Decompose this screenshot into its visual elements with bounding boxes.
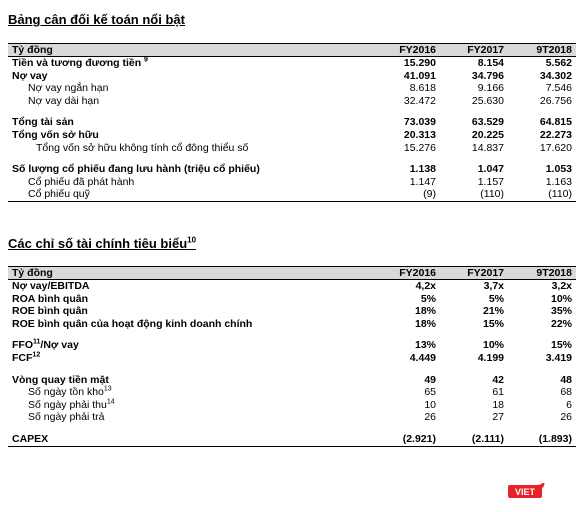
table-row: [8, 116, 576, 129]
row-label: Tổng vốn sở hữu không tính cổ đông thiểu số: [36, 141, 249, 154]
cell-value: 6: [566, 398, 572, 411]
cell-value: 3.419: [545, 351, 572, 364]
cell-value: (110): [440, 188, 508, 201]
cell-value: (2.111): [440, 433, 508, 446]
table-row: [8, 305, 576, 318]
table-row: [8, 82, 576, 95]
footnote-marker: 14: [106, 398, 115, 406]
cell-value: 41.091: [403, 69, 436, 82]
cell-value: (1.893): [508, 433, 576, 446]
cell-value: 8.618: [409, 82, 436, 95]
cell-value: 27: [492, 411, 504, 424]
cell-value: 1.163: [545, 175, 572, 188]
table-header-row: [8, 267, 576, 280]
cell-value: 15.276: [403, 141, 436, 154]
cell-value: 14.837: [471, 141, 504, 154]
row-label: Nợ vay ngắn hạn: [28, 82, 109, 95]
cell-value: 7.546: [545, 82, 572, 95]
cell-value: 32.472: [403, 94, 436, 107]
cell-value: 18: [492, 398, 504, 411]
spacer-row: [8, 107, 576, 116]
row-label: Số ngày phải thu$^{14}$: [28, 398, 115, 411]
cell-value: 1.157: [477, 175, 504, 188]
table-header-row: [8, 44, 576, 57]
cell-value: (2.921): [372, 433, 440, 446]
footnote-marker: 10: [187, 235, 197, 245]
cell-value: 15%: [550, 339, 572, 352]
cell-value: 63.529: [471, 116, 504, 129]
table-row: [8, 411, 576, 424]
row-label: Cổ phiếu quỹ: [8, 188, 372, 201]
row-label: Tiền và tương đương tiền $^9$: [12, 56, 148, 69]
header-unit: Tỷ đồng: [8, 267, 372, 280]
row-label: Nợ vay dài hạn: [28, 94, 100, 107]
cell-value: 34.796: [471, 69, 504, 82]
cell-value: 18%: [414, 317, 436, 330]
cell-value: 10%: [550, 292, 572, 305]
cell-value: 10%: [482, 339, 504, 352]
table-row: [8, 176, 576, 189]
viet-logo: [508, 483, 546, 501]
header-fy2017: FY2017: [440, 44, 508, 57]
cell-value: 22.273: [539, 128, 572, 141]
row-label: CAPEX: [8, 433, 372, 446]
cell-value: 15.290: [403, 57, 436, 69]
cell-value: 1.047: [477, 163, 504, 176]
row-label: Cổ phiếu đã phát hành: [28, 175, 135, 188]
cell-value: 15%: [482, 317, 504, 330]
row-label: FCF$^{12}$: [12, 351, 41, 364]
balance-sheet-title: Bảng cân đối kế toán nổi bật: [8, 12, 185, 27]
cell-value: 8.154: [477, 57, 504, 69]
row-label: Tổng vốn sở hữu: [12, 128, 99, 141]
cell-value: 49: [424, 373, 436, 386]
financial-ratios-title: Các chỉ số tài chính tiêu biểu$^{10}$: [8, 235, 197, 251]
table-row: [8, 374, 576, 387]
row-label: Số lượng cổ phiếu đang lưu hành (triệu cổ phiếu): [12, 163, 260, 176]
row-label: Số ngày tồn kho$^{13}$: [28, 385, 112, 399]
table-row: [8, 188, 576, 201]
cell-value: 4,2x: [415, 280, 436, 292]
table-row: [8, 142, 576, 155]
cell-value: 26.756: [539, 94, 572, 107]
balance-sheet-table: [8, 43, 576, 202]
cell-value: 25.630: [471, 94, 504, 107]
footnote-marker: 11: [33, 338, 41, 346]
row-label: ROE bình quân của hoạt động kinh doanh chính: [12, 317, 253, 330]
table-row: [8, 352, 576, 365]
table-row: [8, 70, 576, 83]
cell-value: 20.225: [471, 128, 504, 141]
cell-value: 21%: [482, 305, 504, 318]
header-9t2018: 9T2018: [508, 267, 576, 280]
spacer-row: [8, 424, 576, 433]
table-row: [8, 318, 576, 331]
row-label: Vòng quay tiền mặt: [12, 373, 109, 386]
row-label: Nợ vay/EBITDA: [12, 280, 90, 292]
header-fy2016: FY2016: [372, 44, 440, 57]
cell-value: 1.138: [409, 163, 436, 176]
row-label: ROE bình quân: [12, 305, 88, 318]
financial-ratios-table: [8, 266, 576, 447]
logo-text: VIET: [514, 487, 536, 497]
cell-value: 1.053: [545, 163, 572, 176]
table-row: [8, 280, 576, 293]
cell-value: 22%: [550, 317, 572, 330]
spacer-row: [8, 330, 576, 339]
cell-value: 35%: [550, 305, 572, 318]
cell-value: 64.815: [539, 116, 572, 129]
cell-value: 18%: [414, 305, 436, 318]
table-row: [8, 129, 576, 142]
header-fy2017: FY2017: [440, 267, 508, 280]
header-unit: Tỷ đồng: [8, 44, 372, 57]
cell-value: 42: [492, 373, 504, 386]
row-label: ROA bình quân: [12, 292, 89, 305]
table-row: [8, 163, 576, 176]
cell-value: 1.147: [409, 175, 436, 188]
cell-value: 5%: [488, 292, 504, 305]
cell-value: 5.562: [545, 57, 572, 69]
cell-value: 17.620: [539, 141, 572, 154]
table-row: [8, 57, 576, 70]
cell-value: 3,2x: [551, 280, 572, 292]
footnote-marker: 13: [103, 385, 112, 393]
cell-value: 34.302: [539, 69, 572, 82]
table-row: [8, 399, 576, 412]
cell-value: 26: [424, 411, 436, 424]
row-label: Nợ vay: [12, 69, 48, 82]
table-row: [8, 386, 576, 399]
spacer-row: [8, 154, 576, 163]
cell-value: 73.039: [403, 116, 436, 129]
cell-value: 26: [560, 411, 572, 424]
header-fy2016: FY2016: [372, 267, 440, 280]
cell-value: 13%: [414, 339, 436, 352]
table-row: [8, 293, 576, 306]
row-label: Tổng tài sản: [12, 116, 74, 129]
table-row: [8, 95, 576, 108]
cell-value: 48: [560, 373, 572, 386]
table-row: [8, 433, 576, 446]
row-label: Số ngày phải trả: [28, 411, 105, 424]
spacer-row: [8, 365, 576, 374]
cell-value: 68: [560, 386, 572, 399]
cell-value: (110): [508, 188, 576, 201]
cell-value: 20.313: [403, 128, 436, 141]
cell-value: 10: [424, 398, 436, 411]
cell-value: 5%: [420, 292, 436, 305]
cell-value: 65: [424, 386, 436, 399]
header-9t2018: 9T2018: [508, 44, 576, 57]
row-label: FFO$^{11}$/Nợ vay: [12, 338, 79, 352]
cell-value: (9): [372, 188, 440, 201]
cell-value: 4.449: [409, 351, 436, 364]
cell-value: 4.199: [477, 351, 504, 364]
footnote-marker: 9: [144, 56, 148, 64]
cell-value: 3,7x: [483, 280, 504, 292]
table-row: [8, 339, 576, 352]
cell-value: 61: [492, 386, 504, 399]
cell-value: 9.166: [477, 82, 504, 95]
footnote-marker: 12: [32, 351, 41, 359]
